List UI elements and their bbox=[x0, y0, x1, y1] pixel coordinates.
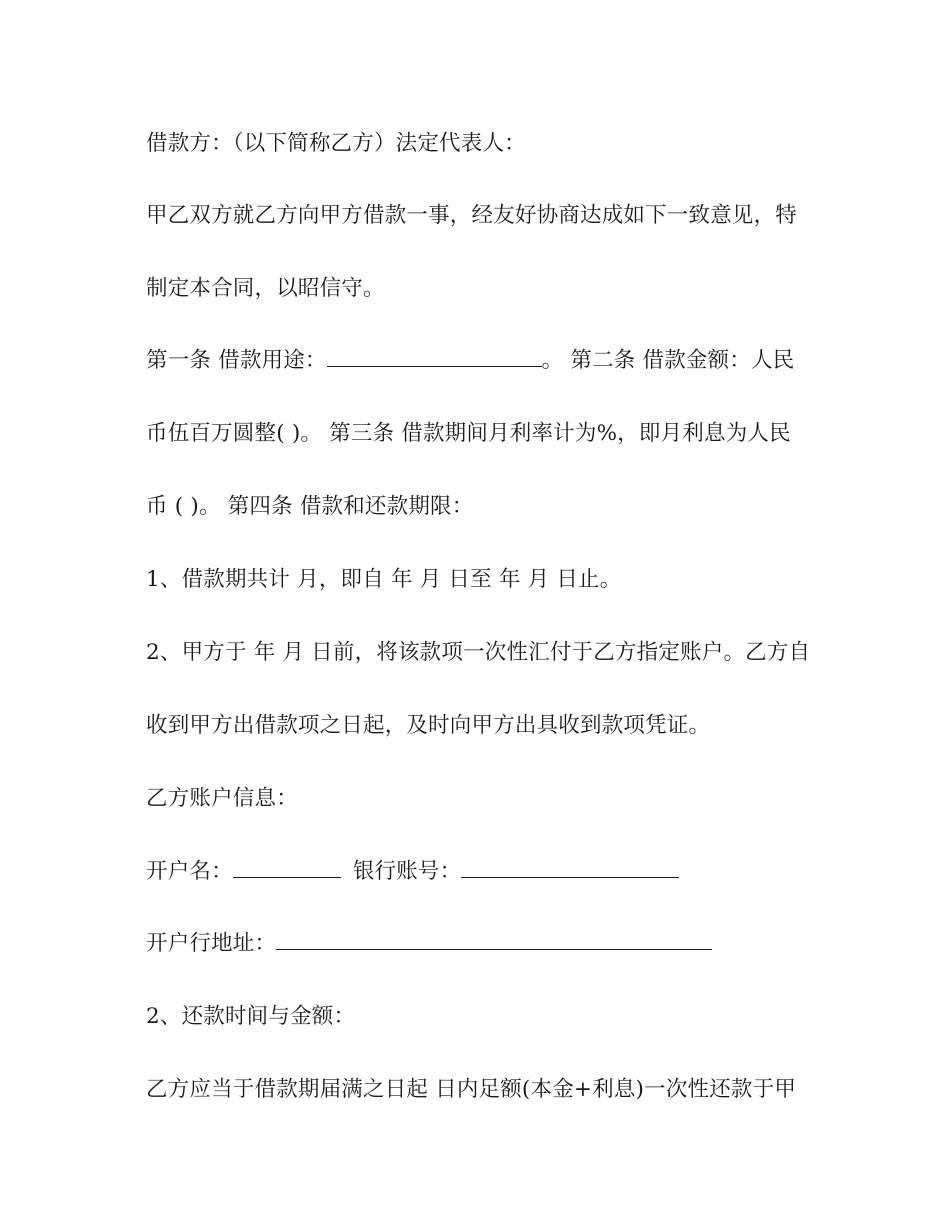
article-1-label: 第一条 借款用途： bbox=[146, 348, 327, 373]
bank-account-label: 银行账号： bbox=[352, 859, 462, 884]
article-4-line bbox=[146, 492, 826, 522]
remit-clause-line-2 bbox=[146, 711, 826, 741]
repayment-clause-text: 乙方应当于借款期届满之日起 日内足额(本金+利息)一次性还款于甲 bbox=[146, 1077, 797, 1102]
bank-account-blank bbox=[461, 859, 679, 878]
intro-line-1 bbox=[146, 201, 826, 231]
intro-line-2 bbox=[146, 274, 826, 304]
article-1-line bbox=[146, 346, 826, 376]
bank-address-blank bbox=[276, 931, 712, 950]
repayment-clause-line bbox=[146, 1075, 826, 1105]
repayment-heading-text: 2、还款时间与金额： bbox=[146, 1004, 356, 1029]
account-name-line bbox=[146, 857, 826, 887]
intro-text-1: 甲乙双方就乙方向甲方借款一事，经友好协商达成如下一致意见，特 bbox=[146, 203, 798, 228]
loan-purpose-blank bbox=[327, 348, 542, 367]
article-4-text: 币 ( )。 第四条 借款和还款期限： bbox=[146, 494, 474, 519]
remit-clause-text-2: 收到甲方出借款项之日起，及时向甲方出具收到款项凭证。 bbox=[146, 713, 711, 738]
article-2-3-line bbox=[146, 419, 826, 449]
term-clause-line bbox=[146, 565, 826, 595]
intro-text-2: 制定本合同，以昭信守。 bbox=[146, 276, 385, 301]
account-name-label: 开户名： bbox=[146, 859, 233, 884]
account-info-text: 乙方账户信息： bbox=[146, 786, 298, 811]
term-clause-text: 1、借款期共计 月，即自 年 月 日至 年 月 日止。 bbox=[146, 567, 622, 592]
remit-clause-text-1: 2、甲方于 年 月 日前，将该款项一次性汇付于乙方指定账户。乙方自 bbox=[146, 640, 811, 665]
borrower-line bbox=[146, 129, 826, 159]
borrower-text: 借款方：（以下简称乙方）法定代表人： bbox=[146, 131, 526, 156]
account-name-blank bbox=[233, 859, 341, 878]
repayment-heading-line bbox=[146, 1002, 826, 1032]
remit-clause-line-1 bbox=[146, 638, 826, 668]
article-2-label: 。 第二条 借款金额：人民 bbox=[541, 348, 795, 373]
article-2-3-text: 币伍百万圆整( )。 第三条 借款期间月利率计为%，即月利息为人民 bbox=[146, 421, 791, 446]
bank-address-line bbox=[146, 929, 826, 959]
account-info-heading bbox=[146, 784, 826, 814]
bank-address-label: 开户行地址： bbox=[146, 931, 277, 956]
